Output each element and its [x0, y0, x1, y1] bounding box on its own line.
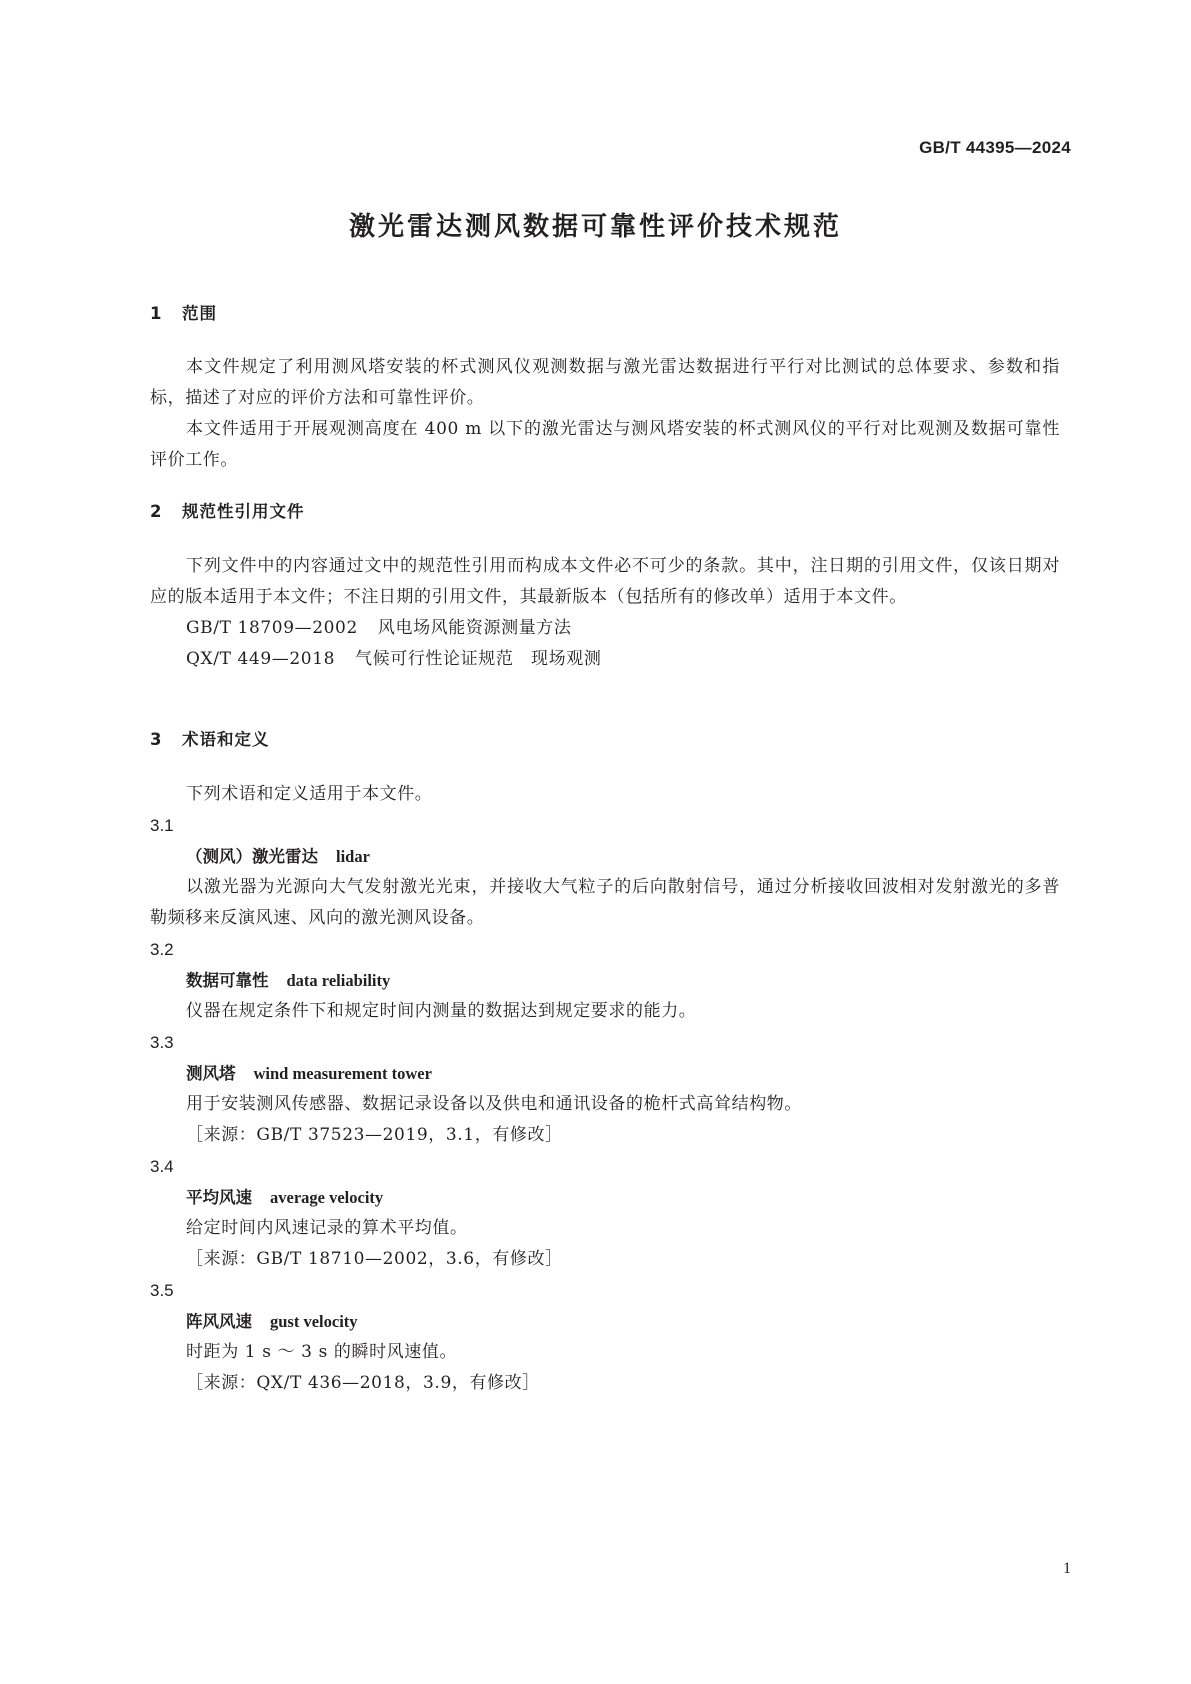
term-zh: 数据可靠性: [186, 971, 269, 990]
term-number: 3.2: [150, 940, 174, 959]
paragraph: 下列术语和定义适用于本文件。: [186, 784, 433, 804]
term-number: 3.4: [150, 1157, 174, 1176]
term-definition: 时距为 1 s ～ 3 s 的瞬时风速值。: [186, 1342, 458, 1362]
section-title: 范围: [182, 304, 217, 323]
term-source: ［来源：QX/T 436—2018，3.9，有修改］: [186, 1373, 540, 1393]
term-definition: 仪器在规定条件下和规定时间内测量的数据达到规定要求的能力。: [186, 1001, 697, 1021]
section-heading: [150, 498, 1060, 522]
term-zh: 阵风风速: [186, 1312, 252, 1331]
section-heading: [150, 300, 1060, 324]
paragraph: 本文件适用于开展观测高度在 400 m 以下的激光雷达与测风塔安装的杯式测风仪的平行对比观测及数据可靠性评价工作。: [150, 419, 1060, 470]
term-heading: [150, 965, 1060, 996]
term-zh: 测风塔: [186, 1064, 236, 1083]
standard-number: GB/T 44395—2024: [919, 138, 1071, 157]
term-heading: [150, 1058, 1060, 1089]
page-number: 1: [1063, 1560, 1071, 1577]
section-scope: [150, 300, 1060, 324]
term-number: 3.1: [150, 816, 174, 835]
term-heading: [150, 841, 1060, 872]
term-en: average velocity: [270, 1188, 384, 1207]
term-en: data reliability: [286, 971, 391, 990]
section-normative-references: [150, 498, 1060, 522]
term-en: lidar: [336, 847, 370, 866]
document-title: 激光雷达测风数据可靠性评价技术规范: [348, 212, 842, 242]
reference-item: [150, 644, 1060, 675]
term-definition: 以激光器为光源向大气发射激光光束，并接收大气粒子的后向散射信号，通过分析接收回波相对发射激光的多普勒频移来反演风速、风向的激光测风设备。: [150, 877, 1060, 928]
reference-code: GB/T 18709—2002: [186, 618, 358, 638]
term-number: 3.3: [150, 1033, 174, 1052]
term-source: ［来源：GB/T 18710—2002，3.6，有修改］: [186, 1249, 563, 1269]
paragraph: 下列文件中的内容通过文中的规范性引用而构成本文件必不可少的条款。其中，注日期的引用文件，仅该日期对应的版本适用于本文件；不注日期的引用文件，其最新版本（包括所有的修改单）适用于本文件。: [150, 556, 1060, 607]
reference-name: 风电场风能资源测量方法: [377, 618, 572, 638]
term-zh: 平均风速: [186, 1188, 252, 1207]
reference-code: QX/T 449—2018: [186, 649, 336, 669]
term-zh: （测风）激光雷达: [186, 847, 318, 866]
section-scope-body: [150, 352, 1060, 476]
paragraph: 本文件规定了利用测风塔安装的杯式测风仪观测数据与激光雷达数据进行平行对比测试的总体要求、参数和指标，描述了对应的评价方法和可靠性评价。: [150, 357, 1060, 408]
section-title: 规范性引用文件: [182, 502, 305, 521]
section-terms-definitions: [150, 726, 1060, 750]
section-number: 3: [150, 730, 163, 749]
section-heading: [150, 726, 1060, 750]
term-number: 3.5: [150, 1281, 174, 1300]
section-terms-definitions-body: [150, 779, 1060, 1399]
section-number: 2: [150, 502, 163, 521]
section-normative-references-body: [150, 551, 1060, 675]
reference-item: [150, 613, 1060, 644]
term-definition: 用于安装测风传感器、数据记录设备以及供电和通讯设备的桅杆式高耸结构物。: [186, 1094, 802, 1114]
term-en: wind measurement tower: [253, 1064, 432, 1083]
section-number: 1: [150, 304, 163, 323]
section-title: 术语和定义: [182, 730, 270, 749]
term-heading: [150, 1182, 1060, 1213]
term-source: ［来源：GB/T 37523—2019，3.1，有修改］: [186, 1125, 563, 1145]
term-heading: [150, 1306, 1060, 1337]
term-en: gust velocity: [270, 1312, 358, 1331]
term-definition: 给定时间内风速记录的算术平均值。: [186, 1218, 468, 1238]
reference-name: 气候可行性论证规范 现场观测: [355, 649, 602, 669]
